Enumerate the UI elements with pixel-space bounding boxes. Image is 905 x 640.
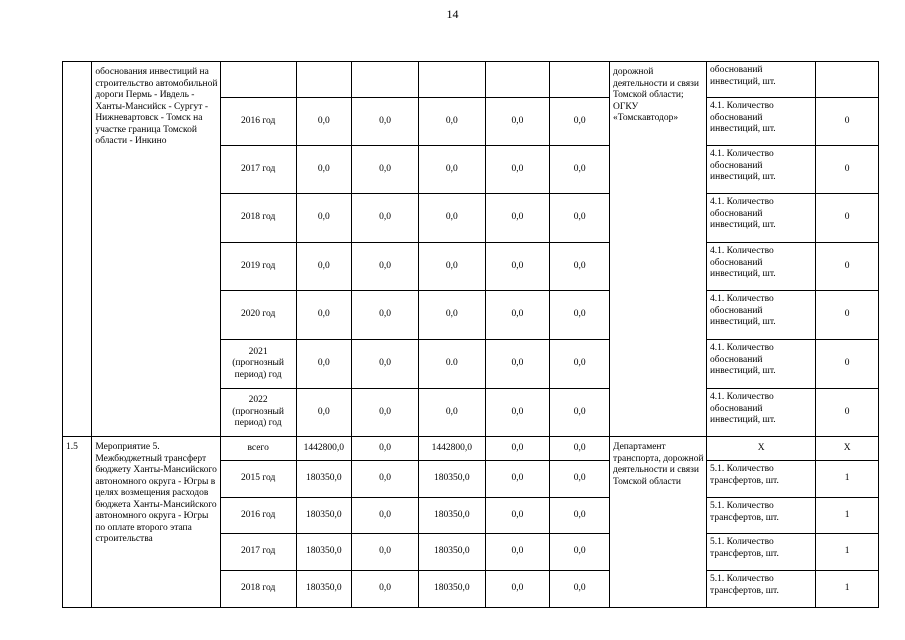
amount-total: 180350,0	[296, 571, 352, 608]
amount-col-2: 0,0	[352, 571, 419, 608]
indicator-value: 1	[816, 498, 879, 534]
amount-col-2: 0,0	[352, 461, 419, 498]
amount-total: 1442800,0	[296, 437, 352, 461]
indicator-name: 4.1. Количество обоснований инвестиций, шт.	[707, 146, 816, 194]
amount-col-5: 0,0	[550, 194, 610, 243]
amount-col-5: 0,0	[550, 534, 610, 571]
amount-col-4: 0,0	[485, 389, 550, 437]
amount-total: 0,0	[296, 194, 352, 243]
indicator-value	[816, 62, 879, 98]
page-number: 14	[446, 7, 459, 21]
period-cell: 2016 год	[220, 98, 296, 146]
table-row	[63, 62, 879, 98]
indicator-value: 0	[816, 194, 879, 243]
period-cell: 2018 год	[220, 571, 296, 608]
amount-col-5: 0,0	[550, 98, 610, 146]
amount-total: 180350,0	[296, 461, 352, 498]
amount-col-4: 0,0	[485, 461, 550, 498]
amount-col-5: 0,0	[550, 340, 610, 389]
indicator-value: 1	[816, 571, 879, 608]
amount-col-5	[550, 62, 610, 98]
amount-col-4: 0,0	[485, 291, 550, 340]
amount-col-2: 0,0	[352, 146, 419, 194]
amount-col-2: 0,0	[352, 243, 419, 291]
amount-col-3: 0.0	[418, 340, 485, 389]
period-cell: 2022 (прогнозный период) год	[220, 389, 296, 437]
amount-col-5: 0,0	[550, 571, 610, 608]
executor-cell: Департамент транспорта, дорожной деятельности и связи Томской области	[609, 437, 706, 608]
indicator-name: 4.1. Количество обоснований инвестиций, шт.	[707, 194, 816, 243]
amount-total: 0,0	[296, 146, 352, 194]
amount-col-3	[418, 62, 485, 98]
indicator-name: 5.1. Количество трансфертов, шт.	[707, 534, 816, 571]
indicator-value: X	[816, 437, 879, 461]
indicator-value: 0	[816, 98, 879, 146]
indicator-name: обоснований инвестиций, шт.	[707, 62, 816, 98]
measure-title: обоснования инвестиций на строительство автомобильной дороги Пермь - Ивдель - Ханты-Мансийск - Сургут - Нижневартовск - Томск на участке граница Томской области - Инкино	[92, 62, 220, 437]
amount-col-5: 0,0	[550, 461, 610, 498]
amount-col-4	[485, 62, 550, 98]
period-cell: всего	[220, 437, 296, 461]
amount-total: 0,0	[296, 340, 352, 389]
amount-total: 0,0	[296, 291, 352, 340]
period-cell: 2018 год	[220, 194, 296, 243]
amount-col-4: 0,0	[485, 340, 550, 389]
amount-col-3: 0,0	[418, 98, 485, 146]
indicator-name: 4.1. Количество обоснований инвестиций, шт.	[707, 340, 816, 389]
amount-col-2: 0,0	[352, 194, 419, 243]
amount-col-2: 0,0	[352, 291, 419, 340]
amount-col-5: 0,0	[550, 291, 610, 340]
amount-col-3: 0,0	[418, 194, 485, 243]
measure-number	[63, 62, 92, 437]
period-cell: 2017 год	[220, 534, 296, 571]
amount-col-3: 0,0	[418, 146, 485, 194]
amount-col-3: 1442800,0	[418, 437, 485, 461]
indicator-value: 0	[816, 291, 879, 340]
amount-col-5: 0,0	[550, 389, 610, 437]
indicator-value: 0	[816, 340, 879, 389]
indicator-value: 0	[816, 389, 879, 437]
indicator-name: 4.1. Количество обоснований инвестиций, шт.	[707, 243, 816, 291]
amount-col-2	[352, 62, 419, 98]
amount-col-3: 180350,0	[418, 461, 485, 498]
amount-col-2: 0,0	[352, 437, 419, 461]
amount-col-2: 0,0	[352, 389, 419, 437]
amount-col-2: 0,0	[352, 340, 419, 389]
indicator-name: X	[707, 437, 816, 461]
measure-title: Мероприятие 5. Межбюджетный трансферт бюджету Ханты-Мансийского автономного округа - Югры в целях возмещения расходов бюджета Ханты-Мансийского автономного округа - Югры по оплате второго этапа строительства	[92, 437, 220, 608]
amount-col-4: 0,0	[485, 534, 550, 571]
amount-col-3: 180350,0	[418, 498, 485, 534]
amount-col-2: 0,0	[352, 498, 419, 534]
amount-col-3: 0,0	[418, 243, 485, 291]
program-measures-table	[62, 61, 879, 608]
amount-col-3: 0,0	[418, 291, 485, 340]
amount-total: 0,0	[296, 98, 352, 146]
amount-col-4: 0,0	[485, 146, 550, 194]
indicator-name: 5.1. Количество трансфертов, шт.	[707, 461, 816, 498]
indicator-name: 5.1. Количество трансфертов, шт.	[707, 498, 816, 534]
amount-col-4: 0,0	[485, 98, 550, 146]
indicator-name: 4.1. Количество обоснований инвестиций, шт.	[707, 291, 816, 340]
period-cell: 2021 (прогнозный период) год	[220, 340, 296, 389]
amount-col-4: 0,0	[485, 571, 550, 608]
amount-col-2: 0,0	[352, 534, 419, 571]
amount-col-5: 0,0	[550, 243, 610, 291]
period-cell: 2020 год	[220, 291, 296, 340]
amount-col-4: 0,0	[485, 243, 550, 291]
indicator-value: 0	[816, 243, 879, 291]
amount-col-5: 0,0	[550, 498, 610, 534]
amount-total	[296, 62, 352, 98]
amount-col-5: 0,0	[550, 437, 610, 461]
period-cell: 2015 год	[220, 461, 296, 498]
amount-col-4: 0,0	[485, 194, 550, 243]
table-row	[63, 437, 879, 461]
period-cell: 2016 год	[220, 498, 296, 534]
amount-total: 0,0	[296, 243, 352, 291]
amount-col-2: 0,0	[352, 98, 419, 146]
period-cell: 2017 год	[220, 146, 296, 194]
amount-col-4: 0,0	[485, 437, 550, 461]
indicator-name: 4.1. Количество обоснований инвестиций, шт.	[707, 98, 816, 146]
amount-col-3: 180350,0	[418, 534, 485, 571]
amount-col-3: 180350,0	[418, 571, 485, 608]
amount-total: 180350,0	[296, 498, 352, 534]
indicator-value: 0	[816, 146, 879, 194]
period-cell: 2019 год	[220, 243, 296, 291]
indicator-value: 1	[816, 461, 879, 498]
amount-col-5: 0,0	[550, 146, 610, 194]
executor-cell: дорожной деятельности и связи Томской области; ОГКУ «Томскавтодор»	[609, 62, 706, 437]
measure-number: 1.5	[63, 437, 92, 608]
indicator-value: 1	[816, 534, 879, 571]
amount-total: 180350,0	[296, 534, 352, 571]
amount-total: 0,0	[296, 389, 352, 437]
period-cell	[220, 62, 296, 98]
indicator-name: 4.1. Количество обоснований инвестиций, шт.	[707, 389, 816, 437]
indicator-name: 5.1. Количество трансфертов, шт.	[707, 571, 816, 608]
amount-col-4: 0,0	[485, 498, 550, 534]
amount-col-3: 0,0	[418, 389, 485, 437]
